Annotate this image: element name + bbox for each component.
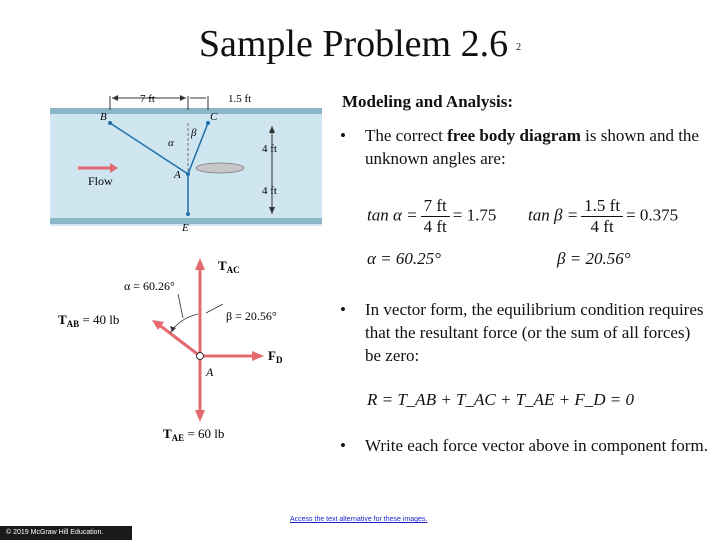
bullet-dot: • (340, 436, 346, 455)
equation-tan-beta: tan β = $\frac{1.5 ft}{4 ft}$ = 0.375 (528, 196, 679, 236)
text-alternative-link[interactable]: Access the text alternative for these images. (290, 516, 428, 523)
label-beta-fbd: β = 20.56° (226, 309, 277, 323)
bullet-dot: • (340, 300, 346, 319)
equation-tan-alpha: tan α = $\frac{7 ft}{4 ft}$ = 1.75 (367, 196, 497, 236)
channel-top-wall (50, 108, 322, 114)
free-body-diagram (48, 248, 338, 448)
dim-4ft-upper-label: 4 ft (262, 143, 277, 155)
label-T_AE: $T_{AE} = 60$ lb (163, 426, 225, 443)
label-B: B (100, 111, 107, 123)
dim-7ft-label: 7 ft (140, 93, 155, 105)
slide-title (0, 22, 720, 66)
label-T_AC: $T_{AC}$ (218, 258, 240, 275)
label-T_AB: $T_{AB} = 40$ lb (58, 312, 120, 329)
equation-beta-result: β = 20.56° (557, 249, 631, 268)
bullet-component-form (340, 434, 710, 457)
label-alpha-fbd: α = 60.26° (124, 279, 175, 293)
float-body (196, 163, 244, 173)
bullet-text: The correct free body diagram is shown and the unknown angles are: (365, 126, 699, 168)
label-E: E (182, 222, 189, 234)
flow-label: Flow (88, 174, 113, 188)
bullet-free-body (340, 124, 710, 170)
dim-1-5ft-label: 1.5 ft (228, 93, 252, 105)
label-alpha: α (168, 137, 174, 149)
point-A (197, 353, 204, 360)
slide-number: 2 (516, 41, 522, 53)
label-beta: β (191, 127, 197, 139)
label-C: C (210, 111, 218, 123)
dim-4ft-lower-label: 4 ft (262, 185, 277, 197)
section-heading: Modeling and Analysis: (342, 92, 513, 111)
channel-figure (48, 88, 324, 234)
equation-alpha-result: α = 60.25° (367, 249, 441, 268)
bullet-text: Write each force vector above in component form. (365, 436, 708, 455)
bullet-text: In vector form, the equilibrium condition requires that the resultant force (or the sum of all forces) be zero: (365, 300, 704, 365)
bullet-vector-form (340, 298, 710, 367)
label-F_D: $F_D$ (268, 348, 283, 365)
label-A-fbd: A (206, 365, 214, 379)
equation-equilibrium: R = T_AB + T_AC + T_AE + F_D = 0 (367, 390, 635, 409)
label-A: A (174, 169, 181, 181)
arrow-T_AB (158, 324, 200, 356)
bullet-dot: • (340, 126, 346, 145)
copyright-footer: © 2019 McGraw Hill Education. (0, 526, 132, 540)
title-text: Sample Problem 2.6 (198, 23, 509, 65)
